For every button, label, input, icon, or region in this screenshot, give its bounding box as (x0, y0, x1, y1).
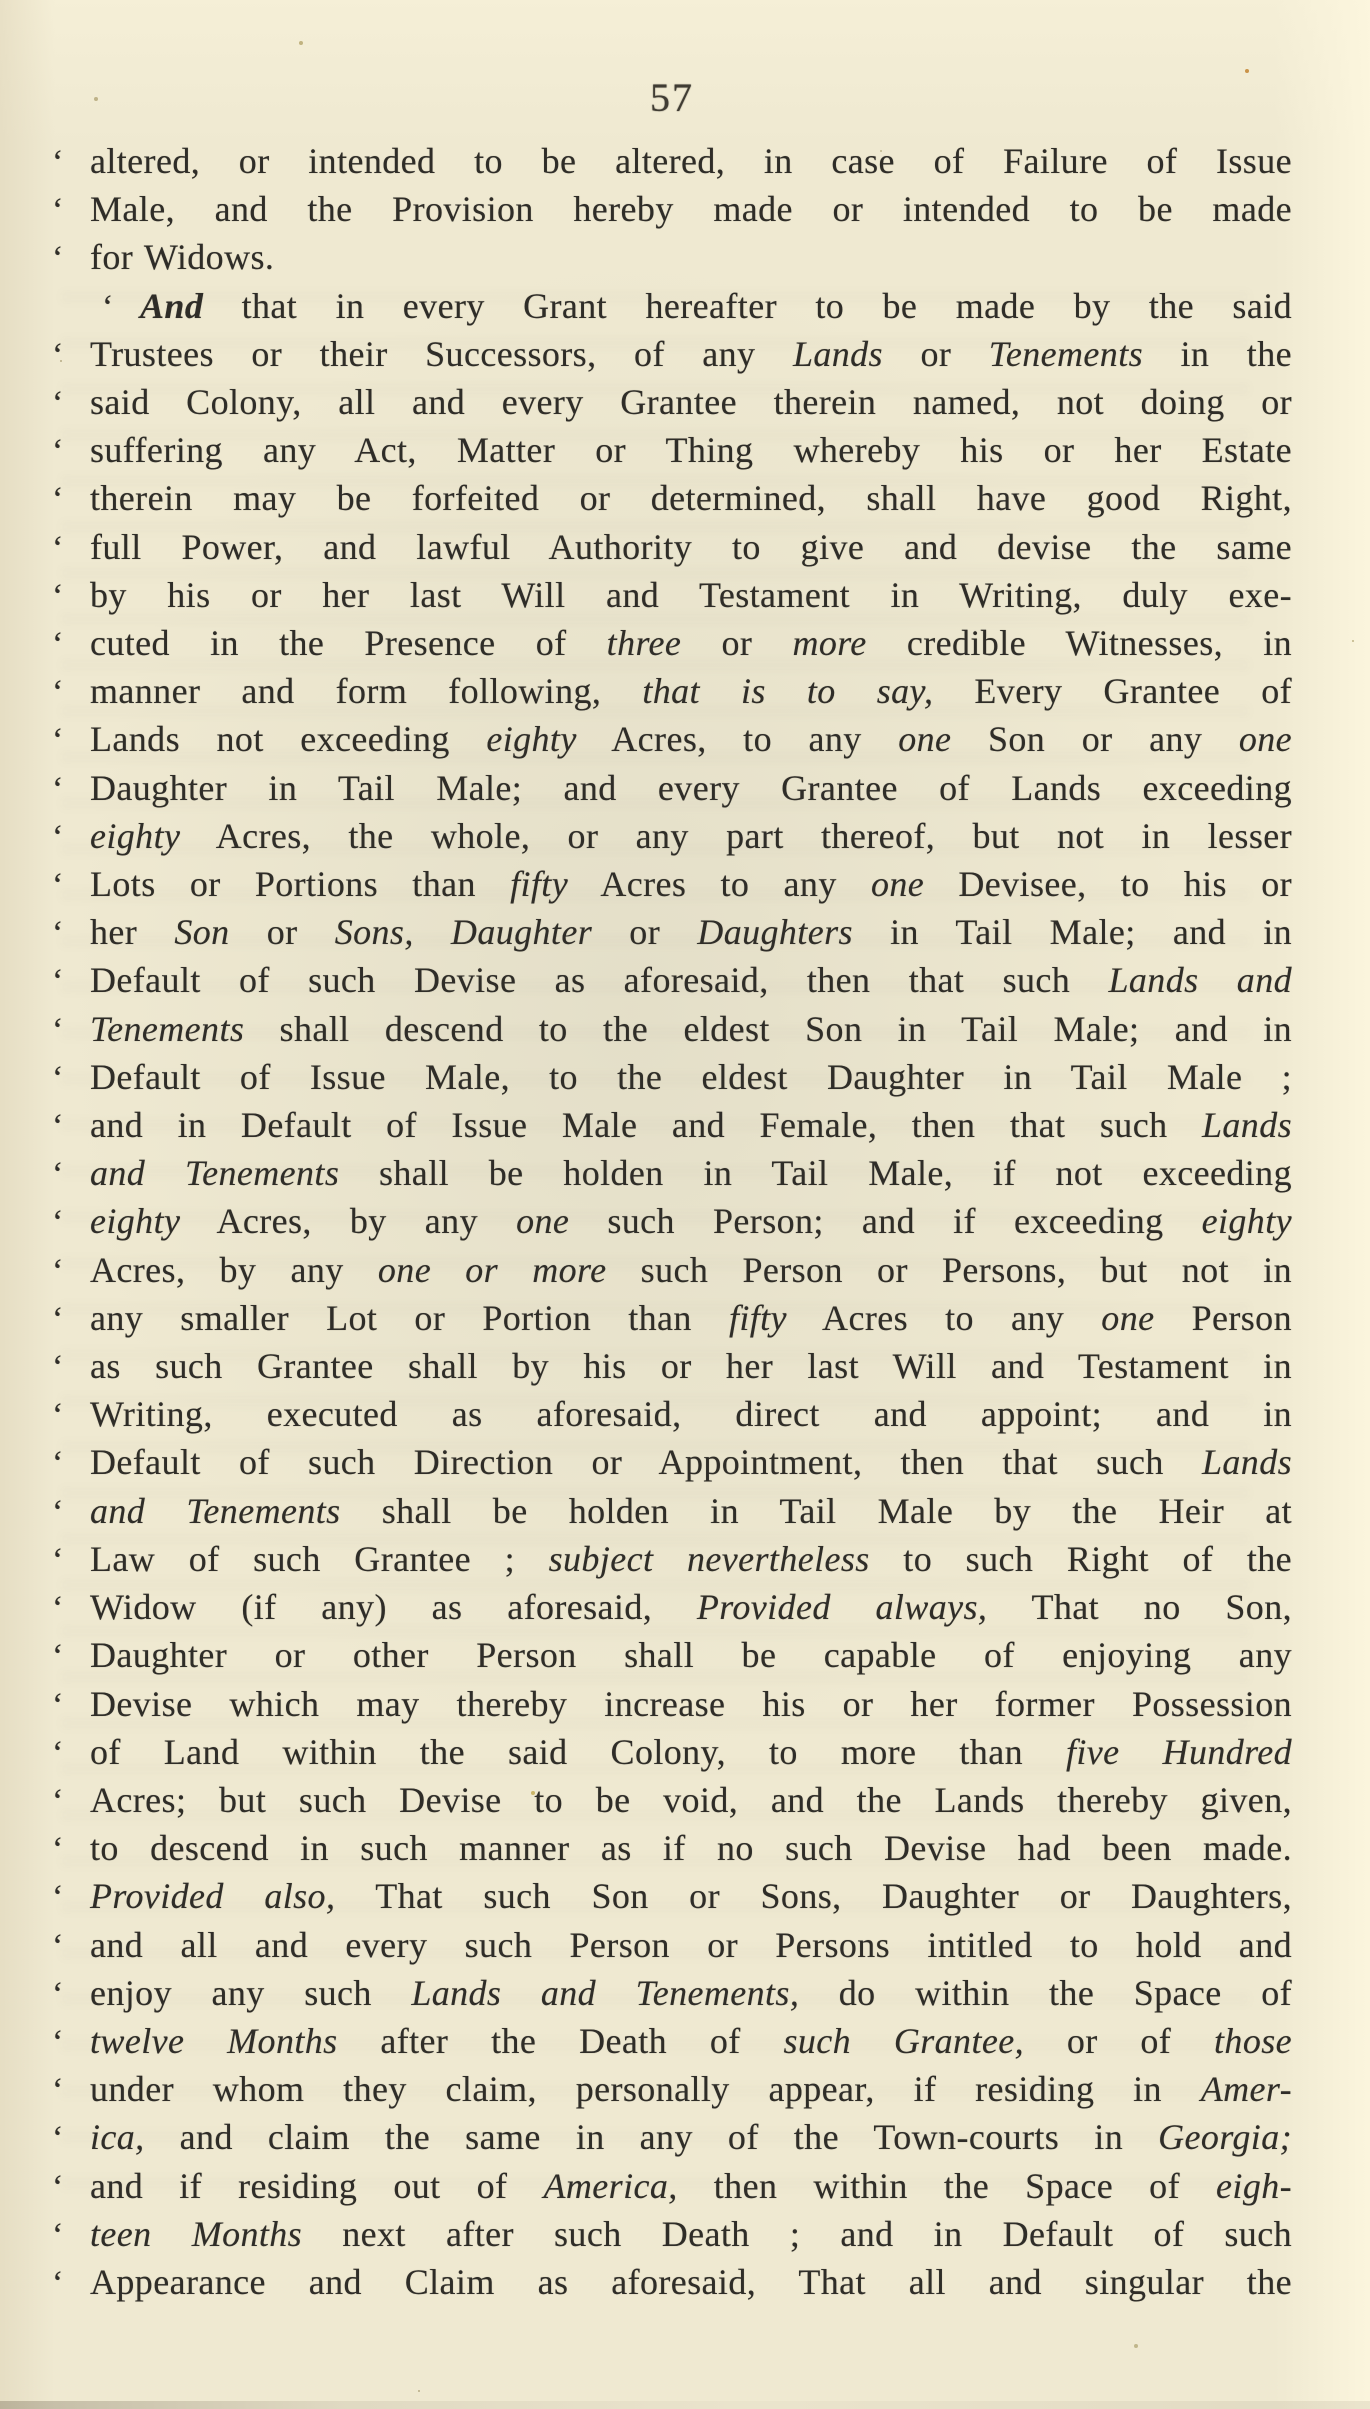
text-segment: and all and every such Person or Persons intitled to hold and (90, 1924, 1292, 1965)
italic-text-segment: one or more (377, 1249, 607, 1290)
opening-quote-mark: ‘ (52, 626, 64, 664)
text-segment: or of (1024, 2020, 1215, 2061)
italic-text-segment: subject nevertheless (548, 1538, 870, 1579)
italic-text-segment: one (898, 719, 952, 760)
italic-text-segment: and Tenements (90, 1153, 340, 1194)
italic-text-segment: that is to say, (642, 671, 934, 712)
text-line (52, 813, 1292, 861)
opening-quote-mark: ‘ (52, 2072, 64, 2110)
italic-text-segment: eighty (486, 719, 577, 760)
italic-text-segment: fifty (510, 864, 569, 905)
text-segment: Default of such Devise as aforesaid, then that such (90, 960, 1109, 1001)
text-line (52, 572, 1292, 620)
text-line (52, 1295, 1292, 1343)
text-segment: Daughter or other Person shall be capable of enjoying any (90, 1635, 1292, 1676)
opening-quote-mark: ‘ (52, 915, 64, 953)
opening-quote-mark: ‘ (52, 722, 64, 760)
text-segment: shall be holden in Tail Male by the Heir at (340, 1490, 1292, 1531)
opening-quote-mark: ‘ (52, 1590, 64, 1628)
text-line (52, 1247, 1292, 1295)
text-segment: Widow (if any) as aforesaid, (90, 1587, 697, 1628)
text-segment: Appearance and Claim as aforesaid, That all and singular the (90, 2261, 1292, 2302)
opening-quote-mark: ‘ (52, 1734, 64, 1772)
text-segment: and if residing out of (90, 2165, 544, 2206)
text-segment: shall be holden in Tail Male, if not exceeding (339, 1153, 1292, 1194)
italic-text-segment: Lands and Tenements, (411, 1972, 800, 2013)
text-segment: or (882, 333, 989, 374)
text-line (52, 2211, 1292, 2259)
opening-quote-mark: ‘ (52, 385, 64, 423)
italic-text-segment: Daughters (697, 912, 853, 953)
italic-text-segment: one (870, 864, 925, 905)
text-segment: Default of such Direction or Appointment, then that such (90, 1442, 1202, 1483)
opening-quote-mark: ‘ (52, 240, 64, 278)
text-line (52, 716, 1292, 764)
text-segment: to such Right of the (869, 1538, 1293, 1579)
text-segment: any smaller Lot or Portion than (90, 1297, 729, 1338)
text-line (52, 331, 1292, 379)
text-segment: Acres, to any (576, 719, 899, 760)
text-segment: altered, or intended to be altered, in case of Failure of Issue (90, 141, 1292, 181)
text-segment: or (681, 623, 793, 664)
opening-quote-mark: ‘ (52, 867, 64, 905)
text-segment: manner and form following, (90, 671, 643, 712)
text-line (52, 1970, 1292, 2018)
italic-text-segment: Lands (1201, 1105, 1292, 1146)
text-line (52, 138, 1292, 186)
text-line (52, 1777, 1292, 1825)
text-line (52, 379, 1292, 427)
paper-specks (0, 0, 2, 2)
text-segment: Lands not exceeding (90, 719, 487, 760)
text-segment: of Land within the said Colony, to more than (90, 1731, 1066, 1772)
italic-text-segment: Provided also, (90, 1876, 336, 1917)
opening-quote-mark: ‘ (52, 2216, 64, 2254)
opening-quote-mark: ‘ (52, 433, 64, 471)
page-bottom-edge (0, 2401, 1370, 2409)
opening-quote-mark: ‘ (52, 1638, 64, 1676)
text-line (52, 765, 1292, 813)
opening-quote-mark: ‘ (52, 1541, 64, 1579)
italic-text-segment: Sons, Daughter (334, 912, 593, 953)
text-segment: Son or any (951, 719, 1239, 760)
opening-quote-mark: ‘ (52, 770, 64, 808)
opening-quote-mark: ‘ (52, 577, 64, 615)
text-line (52, 234, 1292, 282)
italic-text-segment: more (792, 623, 867, 664)
text-line (52, 957, 1292, 1005)
text-line (52, 1488, 1292, 1536)
italic-text-segment: America, (543, 2165, 678, 2206)
text-segment: to descend in such manner as if no such Devise had been made. (90, 1828, 1292, 1869)
italic-text-segment: Son (174, 912, 230, 953)
text-segment: Acres, by any (180, 1201, 517, 1242)
text-segment: after the Death of (337, 2020, 784, 2061)
text-segment: therein may be forfeited or determined, shall have good Right, (90, 478, 1292, 519)
text-line (52, 1681, 1292, 1729)
text-line (52, 2066, 1292, 2114)
text-segment: by his or her last Will and Testament in Writing, duly exe- (90, 574, 1292, 615)
text-segment: then within the Space of (677, 2165, 1217, 2206)
italic-text-segment: one (1101, 1297, 1155, 1338)
italic-text-segment: And (140, 285, 204, 326)
text-segment: her (90, 912, 175, 953)
text-segment: Devise which may thereby increase his or her former Possession (90, 1683, 1292, 1724)
italic-text-segment: one (516, 1201, 570, 1242)
opening-quote-mark: ‘ (102, 288, 114, 326)
opening-quote-mark: ‘ (52, 2023, 64, 2061)
opening-quote-mark: ‘ (52, 1011, 64, 1049)
text-line (52, 1536, 1292, 1584)
text-segment: Default of Issue Male, to the eldest Daughter in Tail Male ; (90, 1056, 1292, 1097)
text-line (52, 283, 1292, 331)
text-line (52, 909, 1292, 957)
text-line (52, 2018, 1292, 2066)
italic-text-segment: Lands (792, 333, 883, 374)
text-line (52, 427, 1292, 475)
text-line (52, 2259, 1292, 2307)
opening-quote-mark: ‘ (52, 1879, 64, 1917)
italic-text-segment: eighty (90, 815, 181, 856)
italic-text-segment: fifty (728, 1297, 787, 1338)
italic-text-segment: Provided always, (696, 1587, 988, 1628)
text-line (52, 1825, 1292, 1873)
text-segment: shall descend to the eldest Son in Tail Male; and in (244, 1008, 1292, 1049)
text-line (52, 186, 1292, 234)
text-segment: such Person or Persons, but not in (606, 1249, 1292, 1290)
text-segment: or (229, 912, 335, 953)
text-segment: Acres, the whole, or any part thereof, but not in lesser (180, 815, 1292, 856)
text-segment: Person (1154, 1297, 1292, 1338)
opening-quote-mark: ‘ (52, 818, 64, 856)
text-segment: as such Grantee shall by his or her last Will and Testament in (90, 1346, 1292, 1387)
opening-quote-mark: ‘ (52, 1975, 64, 2013)
opening-quote-mark: ‘ (52, 1300, 64, 1338)
text-line (52, 1343, 1292, 1391)
text-segment: Daughter in Tail Male; and every Grantee of Lands exceeding (90, 767, 1292, 808)
italic-text-segment: twelve Months (90, 2020, 338, 2061)
opening-quote-mark: ‘ (52, 2168, 64, 2206)
text-line (52, 2163, 1292, 2211)
italic-text-segment: eigh- (1216, 2165, 1293, 2206)
text-segment: for Widows. (90, 237, 275, 278)
opening-quote-mark: ‘ (52, 1831, 64, 1869)
italic-text-segment: five Hundred (1065, 1731, 1292, 1772)
text-segment: in Tail Male; and in (852, 912, 1292, 953)
opening-quote-mark: ‘ (52, 336, 64, 374)
opening-quote-mark: ‘ (52, 192, 64, 230)
opening-quote-mark: ‘ (52, 1927, 64, 1965)
text-line (52, 2114, 1292, 2162)
text-segment: Law of such Grantee ; (90, 1538, 549, 1579)
text-segment: Acres to any (568, 864, 871, 905)
text-line (52, 1006, 1292, 1054)
italic-text-segment: and Tenements (90, 1490, 341, 1531)
opening-quote-mark: ‘ (52, 2264, 64, 2302)
opening-quote-mark: ‘ (52, 1349, 64, 1387)
italic-text-segment: eighty (90, 1201, 181, 1242)
text-segment: next after such Death ; and in Default of such (302, 2213, 1292, 2254)
opening-quote-mark: ‘ (52, 674, 64, 712)
text-segment: and claim the same in any of the Town-courts in (144, 2117, 1159, 2158)
text-segment: under whom they claim, personally appear, if residing in (90, 2069, 1201, 2110)
text-line (52, 1102, 1292, 1150)
text-segment: suffering any Act, Matter or Thing whereby his or her Estate (90, 430, 1292, 471)
opening-quote-mark: ‘ (52, 1156, 64, 1194)
text-line (52, 524, 1292, 572)
text-line (52, 620, 1292, 668)
italic-text-segment: Georgia; (1158, 2117, 1292, 2158)
text-line (52, 1632, 1292, 1680)
italic-text-segment: such Grantee, (783, 2020, 1025, 2061)
italic-text-segment: teen Months (90, 2213, 303, 2254)
text-segment: Every Grantee of (933, 671, 1292, 712)
text-segment: Lots or Portions than (90, 864, 511, 905)
text-line (52, 1198, 1292, 1246)
opening-quote-mark: ‘ (52, 144, 64, 181)
italic-text-segment: Tenements (90, 1008, 245, 1049)
text-segment: or (592, 912, 698, 953)
text-segment: That such Son or Sons, Daughter or Daughters, (335, 1876, 1292, 1917)
text-line (52, 1729, 1292, 1777)
italic-text-segment: Lands (1201, 1442, 1292, 1483)
text-segment: Acres, by any (90, 1249, 378, 1290)
opening-quote-mark: ‘ (52, 1445, 64, 1483)
text-segment: Acres to any (786, 1297, 1102, 1338)
text-segment: such Person; and if exceeding (569, 1201, 1202, 1242)
opening-quote-mark: ‘ (52, 529, 64, 567)
opening-quote-mark: ‘ (52, 2120, 64, 2158)
opening-quote-mark: ‘ (52, 1204, 64, 1242)
opening-quote-mark: ‘ (52, 1252, 64, 1290)
text-segment: Writing, executed as aforesaid, direct and appoint; and in (90, 1394, 1292, 1435)
text-segment: do within the Space of (799, 1972, 1292, 2013)
text-line (52, 1391, 1292, 1439)
italic-text-segment: ica, (90, 2117, 145, 2158)
text-line (52, 1150, 1292, 1198)
opening-quote-mark: ‘ (52, 1397, 64, 1435)
text-segment: credible Witnesses, in (866, 623, 1292, 664)
text-segment: and in Default of Issue Male and Female, then that such (90, 1105, 1202, 1146)
text-line (52, 1873, 1292, 1921)
text-segment: that in every Grant hereafter to be made by the said (203, 285, 1292, 326)
text-segment: Acres; but such Devise to be void, and the Lands thereby given, (90, 1779, 1292, 1820)
text-line (52, 1922, 1292, 1970)
text-line (52, 668, 1292, 716)
text-line (52, 1584, 1292, 1632)
text-segment: in the (1143, 333, 1292, 374)
text-line (52, 1439, 1292, 1487)
opening-quote-mark: ‘ (52, 1059, 64, 1097)
italic-text-segment: Tenements (988, 333, 1144, 374)
opening-quote-mark: ‘ (52, 1782, 64, 1820)
text-segment: That no Son, (987, 1587, 1292, 1628)
opening-quote-mark: ‘ (52, 1108, 64, 1146)
text-segment: full Power, and lawful Authority to give and devise the same (90, 526, 1292, 567)
opening-quote-mark: ‘ (52, 963, 64, 1001)
text-segment: cuted in the Presence of (90, 623, 607, 664)
opening-quote-mark: ‘ (52, 1493, 64, 1531)
opening-quote-mark: ‘ (52, 481, 64, 519)
italic-text-segment: those (1214, 2020, 1293, 2061)
italic-text-segment: three (606, 623, 682, 664)
text-segment: said Colony, all and every Grantee therein named, not doing or (90, 382, 1292, 423)
text-segment: enjoy any such (90, 1972, 412, 2013)
text-segment: Male, and the Provision hereby made or intended to be made (90, 189, 1292, 230)
opening-quote-mark: ‘ (52, 1686, 64, 1724)
text-line (52, 1054, 1292, 1102)
italic-text-segment: eighty (1201, 1201, 1292, 1242)
page-number: 57 (650, 75, 694, 120)
italic-text-segment: Lands and (1108, 960, 1292, 1001)
italic-text-segment: Amer- (1200, 2069, 1292, 2110)
text-line (52, 475, 1292, 523)
text-block (52, 138, 1292, 2307)
text-segment: Devisee, to his or (924, 864, 1292, 905)
text-line (52, 861, 1292, 909)
text-segment: Trustees or their Successors, of any (90, 333, 793, 374)
italic-text-segment: one (1238, 719, 1292, 760)
